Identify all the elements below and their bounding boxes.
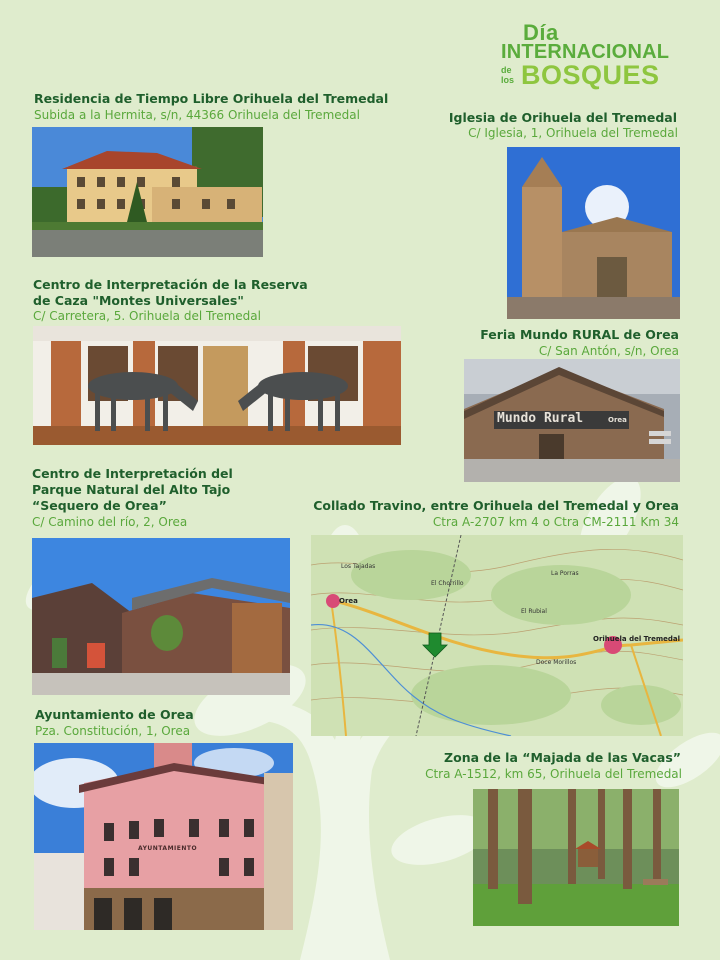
logo-line-de: de [501, 65, 512, 75]
majada-photo [473, 789, 679, 926]
mundo-rural-sign: Mundo Rural [497, 411, 584, 426]
alto-tajo-address: C/ Camino del río, 2, Orea [32, 515, 188, 529]
reserva-caza-address: C/ Carretera, 5. Orihuela del Tremedal [33, 309, 261, 323]
iglesia-photo [507, 147, 680, 319]
residencia-address: Subida a la Hermita, s/n, 44366 Orihuela del Tremedal [34, 108, 360, 122]
logo-line-internacional: INTERNACIONAL [501, 41, 670, 63]
majada-address: Ctra A-1512, km 65, Orihuela del Tremedal [425, 767, 682, 781]
logo-line-los: los [501, 75, 515, 85]
collado-title: Collado Travino, entre Orihuela del Tremedal y Orea [313, 498, 679, 513]
alto-tajo-photo [32, 538, 290, 695]
iglesia-address: C/ Iglesia, 1, Orihuela del Tremedal [468, 126, 678, 140]
reserva-caza-photo [33, 326, 401, 445]
dia-internacional-bosques-logo [497, 20, 687, 92]
map-label-la-porras: La Porras [551, 570, 579, 577]
majada-title: Zona de la “Majada de las Vacas” [444, 750, 681, 765]
iglesia-title: Iglesia de Orihuela del Tremedal [448, 110, 677, 125]
collado-address: Ctra A-2707 km 4 o Ctra CM-2111 Km 34 [432, 515, 679, 529]
collado-map [311, 535, 683, 736]
feria-title: Feria Mundo RURAL de Orea [480, 327, 679, 342]
ayuntamiento-facade-text: AYUNTAMIENTO [138, 845, 198, 852]
ayuntamiento-address: Pza. Constitución, 1, Orea [35, 724, 191, 738]
map-label-los-tajadas: Los Tajadas [341, 563, 376, 570]
map-label-el-rubial: El Rubial [521, 608, 547, 615]
alto-tajo-title-line2: Parque Natural del Alto Tajo [32, 482, 231, 497]
feria-address: C/ San Antón, s/n, Orea [538, 344, 679, 358]
alto-tajo-title-line3: “Sequero de Orea” [32, 498, 167, 513]
map-label-el-chorrillo: El Chorrillo [431, 580, 464, 587]
logo-line-bosques: BOSQUES [521, 60, 660, 90]
alto-tajo-title-line1: Centro de Interpretación del [32, 466, 233, 481]
map-label-orea: Orea [339, 597, 358, 605]
reserva-caza-title-line2: de Caza "Montes Universales" [33, 293, 244, 308]
map-label-doce-morillos: Doce Morillos [536, 659, 577, 666]
mundo-rural-sign-small: Orea [608, 416, 627, 424]
residencia-title: Residencia de Tiempo Libre Orihuela del Tremedal [34, 91, 389, 106]
map-label-orihuela: Orihuela del Tremedal [593, 635, 681, 643]
ayuntamiento-title: Ayuntamiento de Orea [35, 707, 194, 722]
reserva-caza-title-line1: Centro de Interpretación de la Reserva [33, 277, 308, 292]
logo-line-dia: Día [523, 20, 559, 45]
ayuntamiento-photo [34, 743, 293, 930]
feria-photo [464, 359, 680, 482]
residencia-photo [32, 127, 263, 257]
